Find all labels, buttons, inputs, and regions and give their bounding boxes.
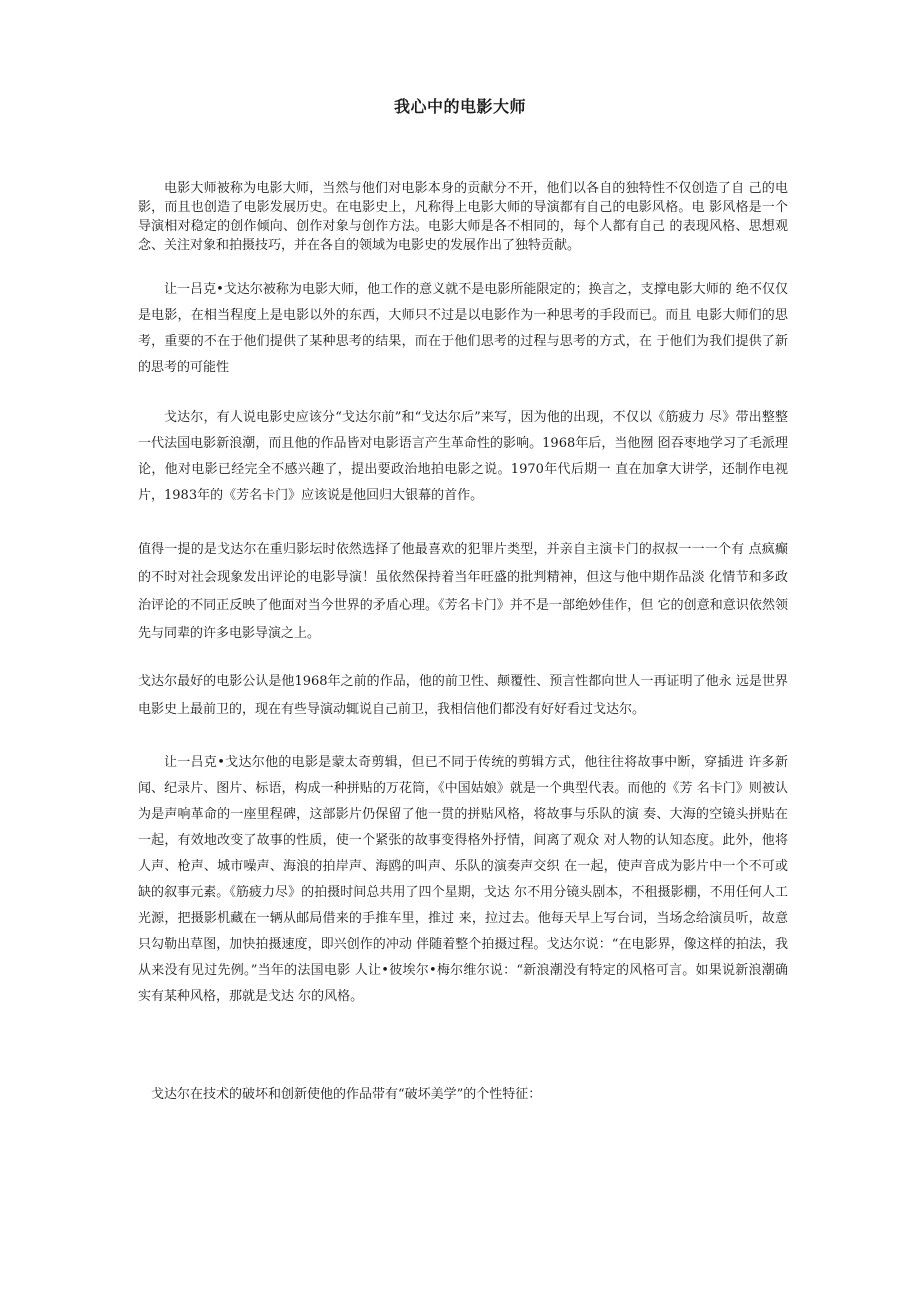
paragraph-montage: 让一吕克•戈达尔他的电影是蒙太奇剪辑，但已不同于传统的剪辑方式，他往往将故事中断，穿插进 许多新闻、纪录片、图片、标语，构成一种拼贴的万花筒，《中国姑娘》就是一个典型代表。而他的《芳 名卡门》则被认为是声响革命的一座里程碑，这部影片仍保留了他一贯的拼贴风格，将故事与乐队的演 奏、大海的空镜头拼贴在一起，有效地改变了故事的性质，使一个紧张的故事变得格外抒情，间离了观众 对人物的认知态度。此外，他将人声、枪声、城市噪声、海浪的拍岸声、海鸥的叫声、乐队的演奏声交织 在一起，使声音成为影片中一个不可或缺的叙事元素。《筋疲力尽》的拍摄时间总共用了四个星期，戈达 尔不用分镜头剧本，不租摄影棚，不用任何人工光源，把摄影机藏在一辆从邮局借来的手推车里，推过 来，拉过去。他每天早上写台词，当场念给演员听，故意只勾勒出草图，加快拍摄速度，即兴创作的冲动 伴随着整个拍摄过程。戈达尔说：“在电影界，像这样的拍法，我从来没有见过先例。”当年的法国电影 人让•彼埃尔•梅尔维尔说：“新浪潮没有特定的风格可言。如果说新浪潮确实有某种风格，那就是戈达 尔的风格。 [138, 755, 788, 1004]
paragraph-godard-history: 戈达尔，有人说电影史应该分“戈达尔前”和“戈达尔后”来写，因为他的出现，不仅以《筋疲力 尽》带出整整一代法国电影新浪潮，而且他的作品皆对电影语言产生革命性的影响。1968年后，当他囫 囵吞枣地学习了毛派理论，他对电影已经完全不感兴趣了，提出要政治地拍电影之说。1970年代后期一 直在加拿大讲学，还制作电视片，1983年的《芳名卡门》应该说是他回归大银幕的首作。 [138, 410, 788, 503]
paragraph-aesthetics: 戈达尔在技术的破坏和创新使他的作品带有“破坏美学”的个性特征： [151, 1087, 542, 1102]
paragraph-carmen: 值得一提的是戈达尔在重归影坛时依然选择了他最喜欢的犯罪片类型，并亲自主演卡门的叔叔一一一个有 点疯癫的不时对社会现象发出评论的电影导演！虽依然保持着当年旺盛的批判精神，但这与他中期作品淡 化情节和多政治评论的不同正反映了他面对当今世界的矛盾心理。《芳名卡门》并不是一部绝妙佳作，但 它的创意和意识依然领先与同辈的许多电影导演之上。 [138, 542, 788, 641]
paragraph-best-films: 戈达尔最好的电影公认是他1968年之前的作品，他的前卫性、颠覆性、预言性都向世人一再证明了他永 远是世界电影史上最前卫的，现在有些导演动辄说自己前卫，我相信他们都没有好好看过戈达尔。 [138, 674, 788, 717]
paragraph-intro: 电影大师被称为电影大师，当然与他们对电影本身的贡献分不开，他们以各自的独特性不仅创造了自 己的电影，而且也创造了电影发展历史。在电影史上，凡称得上电影大师的导演都有自己的电影风格。电 影风格是一个导演相对稳定的创作倾向、创作对象与创作方法。电影大师是各不相同的，每个人都有自己 的表现风格、思想观念、关注对象和拍摄技巧，并在各自的领域为电影史的发展作出了独特贡献。 [138, 181, 788, 253]
page-title: 我心中的电影大师 [393, 97, 526, 116]
paragraph-godard-master: 让一吕克•戈达尔被称为电影大师，他工作的意义就不是电影所能限定的；换言之，支撑电影大师的 绝不仅仅是电影，在相当程度上是电影以外的东西，大师只不过是以电影作为一种思考的手段而已。而且 电影大师们的思考，重要的不在于他们提供了某种思考的结果，而在于他们思考的过程与思考的方式，在 于他们为我们提供了新的思考的可能性 [138, 282, 788, 375]
